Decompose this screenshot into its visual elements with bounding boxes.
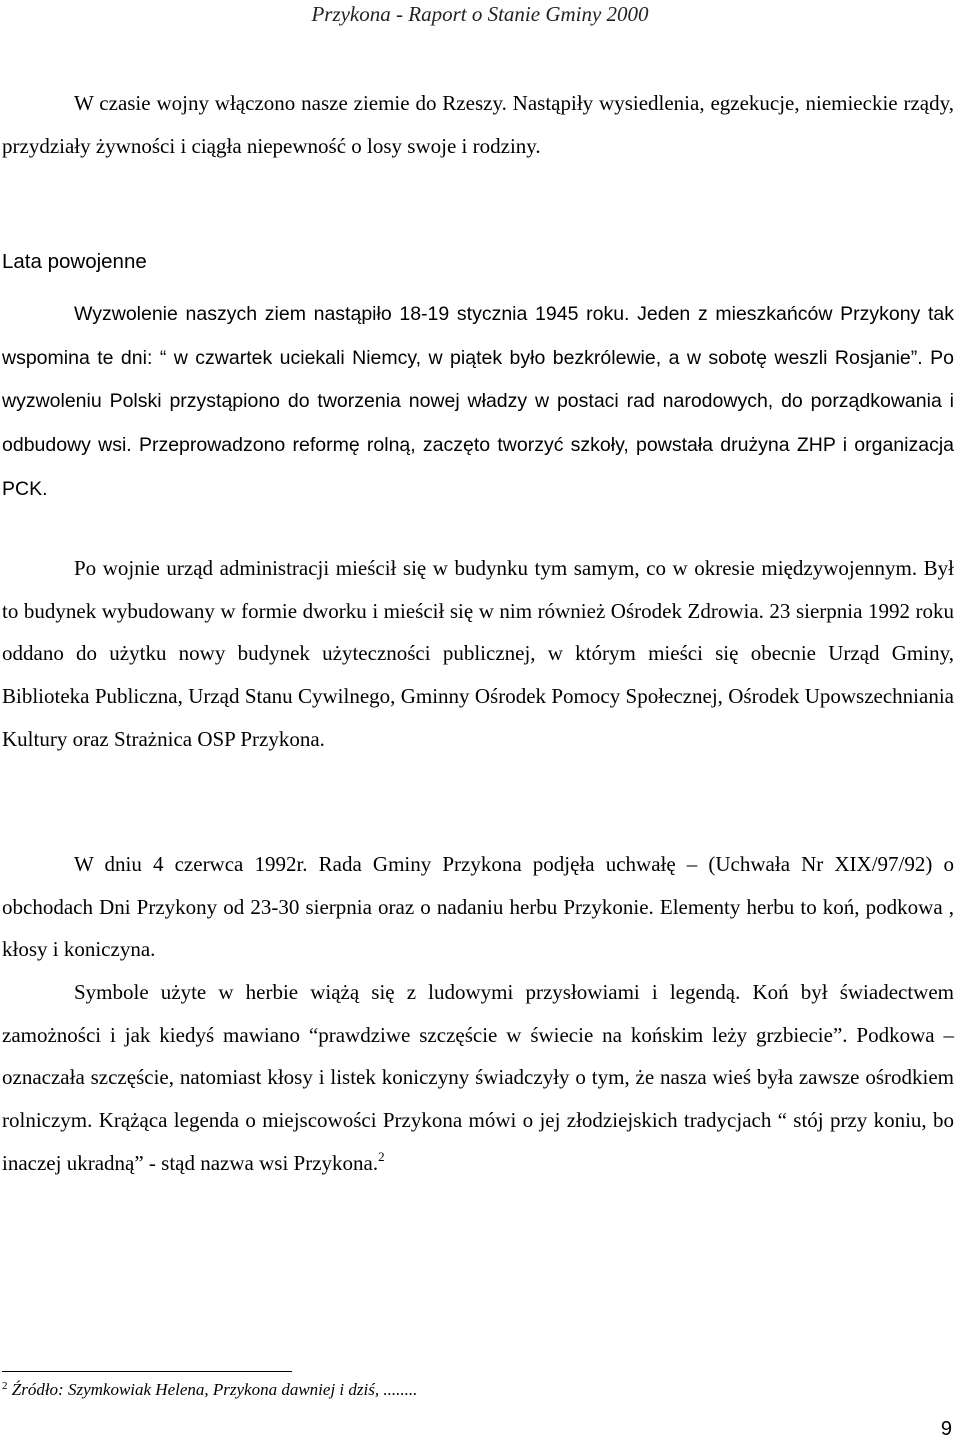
- footnote-separator: [2, 1371, 292, 1372]
- paragraph-text-sans: Wyzwolenie naszych ziem nastąpiło 18-19 stycznia 1945 roku. Jeden z mieszkańców Przykony tak wspomina te dni: “ w czwartek uciekali Niemcy, w piątek było bezkrólewie, a w sobotę weszli Rosjanie”.: [2, 303, 954, 369]
- paragraph-coat-of-arms-resolution: [2, 843, 954, 971]
- footnote-marker: 2: [2, 1380, 8, 1392]
- section-heading: Lata powojenne: [2, 250, 147, 273]
- footnote-reference[interactable]: 2: [378, 1148, 385, 1164]
- paragraph-liberation: [2, 292, 954, 511]
- paragraph-administration: [2, 547, 954, 761]
- footnote: [2, 1380, 417, 1400]
- paragraph-text: W czasie wojny włączono nasze ziemie do Rzeszy. Nastąpiły wysiedlenia, egzekucje, niemieckie rządy, przydziały żywności i ciągła niepewność o losy swoje i rodziny.: [2, 91, 954, 158]
- paragraph-symbols: [2, 971, 954, 1185]
- paragraph-text: W dniu 4 czerwca 1992r. Rada Gminy Przykona podjęła uchwałę – (Uchwała Nr XIX/97/92) o obchodach Dni Przykony od 23-30 sierpnia oraz o nadaniu herbu Przykonie. Elementy herbu to koń, podkowa , kłosy i koniczyna.: [2, 852, 954, 962]
- paragraph-wartime: [2, 82, 954, 167]
- page-number: 9: [940, 1418, 952, 1440]
- paragraph-text-sans-continued: Po wyzwoleniu Polski przystąpiono do tworzenia nowej władzy w postaci rad narodowych, do porządkowania i odbudowy wsi. Przeprowadzono reformę rolną, zaczęto tworzyć szkoły, powstała drużyna ZHP i organizacja PCK.: [2, 346, 954, 500]
- running-header: Przykona - Raport o Stanie Gminy 2000: [311, 2, 649, 26]
- paragraph-text: Po wojnie urząd administracji mieścił się w budynku tym samym, co w okresie międzywojennym. Był to budynek wybudowany w formie dworku i mieścił się w nim również Ośrodek Zdrowia. 23 sierpnia 1992 roku oddano do użytku nowy budynek użyteczności publicznej, w którym mieści się obecnie Urząd Gminy, Biblioteka Publiczna, Urząd Stanu Cywilnego, Gminny Ośrodek Pomocy Społecznej, Ośrodek Upowszechniania Kultury oraz Strażnica OSP Przykona.: [2, 556, 954, 751]
- paragraph-text: Symbole użyte w herbie wiążą się z ludowymi przysłowiami i legendą. Koń był świadectwem zamożności i jak kiedyś mawiano “prawdziwe szczęście w świecie na końskim leży grzbiecie”. Podkowa – oznaczała szczęście, natomiast kłosy i listek koniczyny świadczyły o tym, że nasza wieś była zawsze ośrodkiem rolniczym. Krążąca legenda o miejscowości Przykona mówi o jej złodziejskich tradycjach “ stój przy koniu, bo inaczej ukradną” - stąd nazwa wsi Przykona.: [2, 980, 954, 1175]
- footnote-text: Źródło: Szymkowiak Helena, Przykona dawniej i dziś, ........: [11, 1380, 418, 1399]
